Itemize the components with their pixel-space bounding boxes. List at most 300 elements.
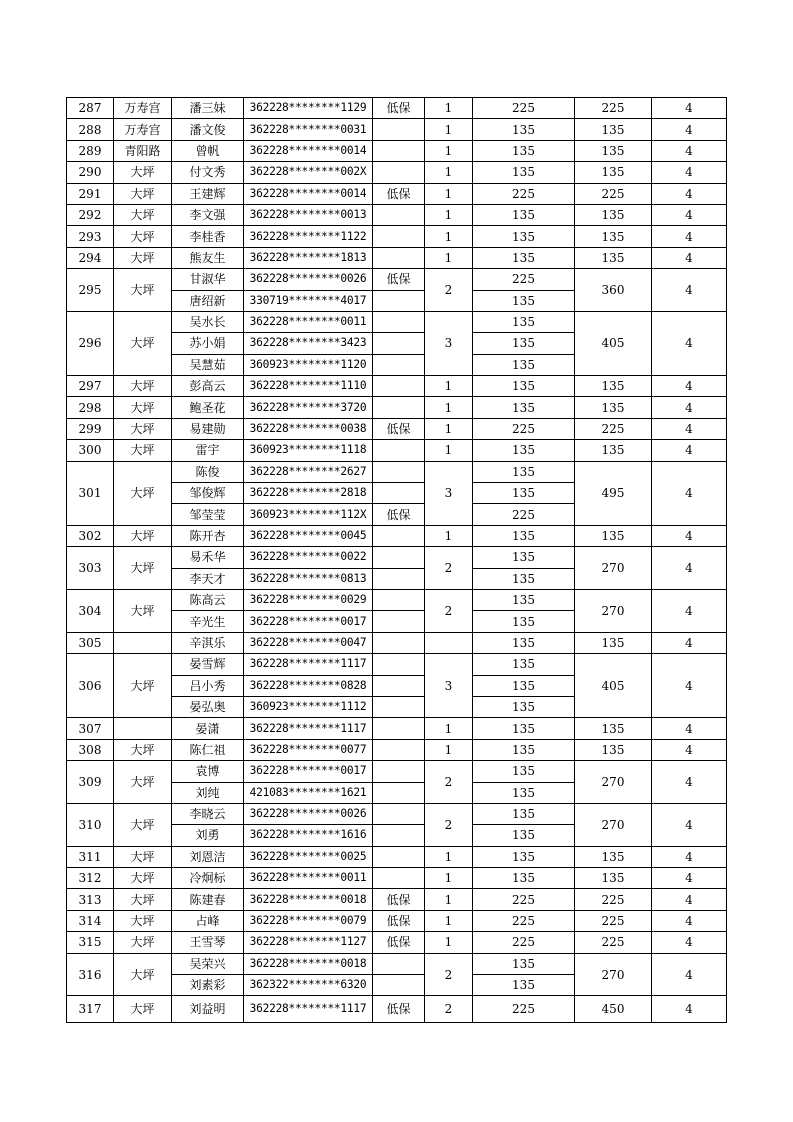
id-number: 421083********1621 [244, 782, 373, 803]
household-total: 405 [575, 654, 652, 718]
table-row [67, 376, 727, 397]
table-row [67, 162, 727, 183]
household-total: 135 [575, 632, 652, 653]
member-name: 李晓云 [172, 803, 244, 824]
table-row [67, 996, 727, 1023]
household-size: 2 [425, 589, 473, 632]
record-number: 311 [67, 846, 114, 867]
record-number: 310 [67, 803, 114, 846]
member-name: 甘淑华 [172, 269, 244, 290]
member-name: 邹俊辉 [172, 483, 244, 504]
community: 大坪 [114, 654, 172, 718]
household-total: 405 [575, 311, 652, 375]
table-row [67, 183, 727, 204]
assistance-type [373, 311, 425, 332]
table-row [67, 846, 727, 867]
months: 4 [652, 226, 727, 247]
community: 大坪 [114, 440, 172, 461]
assistance-type: 低保 [373, 910, 425, 931]
months: 4 [652, 846, 727, 867]
member-name: 李文强 [172, 204, 244, 225]
assistance-type [373, 333, 425, 354]
record-number: 287 [67, 98, 114, 119]
id-number: 362228********1122 [244, 226, 373, 247]
household-total: 270 [575, 547, 652, 590]
member-name: 曾帆 [172, 140, 244, 161]
assistance-type: 低保 [373, 269, 425, 290]
household-size: 1 [425, 98, 473, 119]
member-name: 刘勇 [172, 825, 244, 846]
member-name: 吴荣兴 [172, 953, 244, 974]
assistance-type [373, 782, 425, 803]
months: 4 [652, 311, 727, 375]
id-number: 362228********0022 [244, 547, 373, 568]
community: 大坪 [114, 932, 172, 953]
table-row [67, 739, 727, 760]
member-name: 占峰 [172, 910, 244, 931]
record-number: 302 [67, 525, 114, 546]
assistance-type [373, 803, 425, 824]
member-name: 刘纯 [172, 782, 244, 803]
household-size: 1 [425, 868, 473, 889]
household-total: 450 [575, 996, 652, 1023]
id-number: 362228********0077 [244, 739, 373, 760]
months: 4 [652, 418, 727, 439]
table-row [67, 98, 727, 119]
member-amount: 135 [473, 846, 575, 867]
id-number: 360923********1118 [244, 440, 373, 461]
member-name: 陈高云 [172, 589, 244, 610]
id-number: 362228********3423 [244, 333, 373, 354]
record-number: 315 [67, 932, 114, 953]
assistance-type [373, 547, 425, 568]
member-amount: 135 [473, 461, 575, 482]
member-name: 苏小娟 [172, 333, 244, 354]
months: 4 [652, 247, 727, 268]
table-row [67, 311, 727, 332]
table-row [67, 910, 727, 931]
assistance-type [373, 483, 425, 504]
id-number: 362228********1117 [244, 996, 373, 1023]
record-number: 297 [67, 376, 114, 397]
id-number: 362228********0045 [244, 525, 373, 546]
community: 大坪 [114, 397, 172, 418]
record-number: 307 [67, 718, 114, 739]
household-total: 135 [575, 226, 652, 247]
member-name: 李桂香 [172, 226, 244, 247]
assistance-type [373, 846, 425, 867]
household-total: 270 [575, 761, 652, 804]
id-number: 362228********0079 [244, 910, 373, 931]
assistance-type [373, 290, 425, 311]
community: 大坪 [114, 204, 172, 225]
id-number: 362322********6320 [244, 975, 373, 996]
community: 大坪 [114, 889, 172, 910]
table-row [67, 953, 727, 974]
record-number: 289 [67, 140, 114, 161]
table-row [67, 632, 727, 653]
table-row [67, 932, 727, 953]
id-number: 360923********112X [244, 504, 373, 525]
table-row [67, 247, 727, 268]
months: 4 [652, 162, 727, 183]
community: 大坪 [114, 846, 172, 867]
member-amount: 225 [473, 996, 575, 1023]
member-amount: 135 [473, 718, 575, 739]
member-name: 李天才 [172, 568, 244, 589]
community: 大坪 [114, 269, 172, 312]
id-number: 362228********2627 [244, 461, 373, 482]
household-total: 135 [575, 204, 652, 225]
household-size: 2 [425, 953, 473, 996]
community: 万寿宫 [114, 98, 172, 119]
household-total: 135 [575, 119, 652, 140]
months: 4 [652, 654, 727, 718]
member-amount: 135 [473, 226, 575, 247]
member-amount: 135 [473, 803, 575, 824]
member-name: 易建勋 [172, 418, 244, 439]
household-size: 2 [425, 761, 473, 804]
id-number: 362228********1616 [244, 825, 373, 846]
member-amount: 135 [473, 162, 575, 183]
member-amount: 135 [473, 868, 575, 889]
id-number: 362228********1117 [244, 654, 373, 675]
member-name: 邹莹莹 [172, 504, 244, 525]
table-row [67, 589, 727, 610]
months: 4 [652, 632, 727, 653]
id-number: 362228********1117 [244, 718, 373, 739]
member-amount: 135 [473, 782, 575, 803]
household-total: 270 [575, 589, 652, 632]
id-number: 362228********0828 [244, 675, 373, 696]
member-name: 陈建春 [172, 889, 244, 910]
household-total: 225 [575, 932, 652, 953]
assistance-type [373, 440, 425, 461]
months: 4 [652, 547, 727, 590]
assistance-type: 低保 [373, 889, 425, 910]
household-size: 2 [425, 547, 473, 590]
months: 4 [652, 996, 727, 1023]
household-total: 225 [575, 889, 652, 910]
member-amount: 135 [473, 140, 575, 161]
household-size: 1 [425, 846, 473, 867]
assistance-type: 低保 [373, 418, 425, 439]
member-amount: 225 [473, 932, 575, 953]
table-row [67, 418, 727, 439]
assistance-type: 低保 [373, 504, 425, 525]
community: 大坪 [114, 247, 172, 268]
household-size: 1 [425, 247, 473, 268]
household-total: 135 [575, 247, 652, 268]
member-name: 刘素彩 [172, 975, 244, 996]
table-row [67, 718, 727, 739]
member-amount: 135 [473, 547, 575, 568]
id-number: 362228********0018 [244, 889, 373, 910]
community: 大坪 [114, 996, 172, 1023]
household-size: 1 [425, 376, 473, 397]
table-row [67, 140, 727, 161]
household-size: 3 [425, 654, 473, 718]
household-total: 135 [575, 397, 652, 418]
household-total: 135 [575, 440, 652, 461]
id-number: 362228********0026 [244, 803, 373, 824]
id-number: 362228********1129 [244, 98, 373, 119]
household-total: 225 [575, 98, 652, 119]
assistance-type: 低保 [373, 183, 425, 204]
assistance-type [373, 761, 425, 782]
id-number: 362228********0047 [244, 632, 373, 653]
community: 大坪 [114, 311, 172, 375]
household-size: 2 [425, 803, 473, 846]
record-number: 317 [67, 996, 114, 1023]
member-name: 刘恩洁 [172, 846, 244, 867]
months: 4 [652, 868, 727, 889]
member-amount: 135 [473, 354, 575, 375]
record-number: 313 [67, 889, 114, 910]
member-name: 吴慧茹 [172, 354, 244, 375]
assistance-type: 低保 [373, 98, 425, 119]
record-number: 301 [67, 461, 114, 525]
household-size: 1 [425, 119, 473, 140]
household-total: 135 [575, 868, 652, 889]
member-amount: 135 [473, 525, 575, 546]
months: 4 [652, 440, 727, 461]
community: 青阳路 [114, 140, 172, 161]
household-size: 1 [425, 397, 473, 418]
id-number: 362228********0013 [244, 204, 373, 225]
id-number: 360923********1112 [244, 696, 373, 717]
assistance-type [373, 696, 425, 717]
months: 4 [652, 932, 727, 953]
community: 大坪 [114, 226, 172, 247]
months: 4 [652, 140, 727, 161]
months: 4 [652, 739, 727, 760]
assistance-type [373, 119, 425, 140]
member-name: 吕小秀 [172, 675, 244, 696]
household-total: 135 [575, 846, 652, 867]
member-amount: 225 [473, 183, 575, 204]
household-size: 1 [425, 525, 473, 546]
member-amount: 135 [473, 953, 575, 974]
household-size: 1 [425, 140, 473, 161]
months: 4 [652, 803, 727, 846]
assistance-type [373, 397, 425, 418]
member-name: 辛淇乐 [172, 632, 244, 653]
months: 4 [652, 183, 727, 204]
record-number: 291 [67, 183, 114, 204]
assistance-type [373, 868, 425, 889]
household-size: 1 [425, 440, 473, 461]
household-size [425, 632, 473, 653]
months: 4 [652, 376, 727, 397]
table-body [67, 98, 727, 1023]
assistance-type: 低保 [373, 932, 425, 953]
household-size: 3 [425, 311, 473, 375]
member-name: 辛光生 [172, 611, 244, 632]
assistance-type [373, 632, 425, 653]
household-size: 1 [425, 183, 473, 204]
id-number: 362228********0038 [244, 418, 373, 439]
household-size: 1 [425, 739, 473, 760]
member-name: 熊友生 [172, 247, 244, 268]
id-number: 362228********3720 [244, 397, 373, 418]
id-number: 362228********0029 [244, 589, 373, 610]
assistance-type [373, 525, 425, 546]
id-number: 362228********1813 [244, 247, 373, 268]
member-name: 晏雪辉 [172, 654, 244, 675]
record-number: 293 [67, 226, 114, 247]
id-number: 362228********0014 [244, 183, 373, 204]
member-amount: 225 [473, 98, 575, 119]
member-name: 王建辉 [172, 183, 244, 204]
community: 大坪 [114, 589, 172, 632]
assistance-type [373, 354, 425, 375]
household-total: 135 [575, 140, 652, 161]
household-total: 135 [575, 718, 652, 739]
id-number: 362228********1127 [244, 932, 373, 953]
months: 4 [652, 761, 727, 804]
months: 4 [652, 889, 727, 910]
household-total: 270 [575, 953, 652, 996]
id-number: 362228********0017 [244, 611, 373, 632]
assistance-type [373, 825, 425, 846]
member-amount: 135 [473, 311, 575, 332]
assistance-type [373, 226, 425, 247]
community [114, 718, 172, 739]
member-amount: 135 [473, 376, 575, 397]
household-total: 135 [575, 739, 652, 760]
community: 大坪 [114, 803, 172, 846]
record-number: 292 [67, 204, 114, 225]
id-number: 362228********0031 [244, 119, 373, 140]
record-number: 298 [67, 397, 114, 418]
id-number: 362228********1110 [244, 376, 373, 397]
table-row [67, 547, 727, 568]
assistance-type [373, 589, 425, 610]
table-row [67, 397, 727, 418]
community: 万寿宫 [114, 119, 172, 140]
months: 4 [652, 204, 727, 225]
member-amount: 225 [473, 889, 575, 910]
assistance-type [373, 162, 425, 183]
assistance-type [373, 611, 425, 632]
member-name: 付文秀 [172, 162, 244, 183]
id-number: 360923********1120 [244, 354, 373, 375]
table-row [67, 204, 727, 225]
record-number: 303 [67, 547, 114, 590]
member-name: 易禾华 [172, 547, 244, 568]
household-size: 2 [425, 996, 473, 1023]
record-number: 294 [67, 247, 114, 268]
member-amount: 135 [473, 761, 575, 782]
household-size: 3 [425, 461, 473, 525]
table-row [67, 461, 727, 482]
community: 大坪 [114, 761, 172, 804]
table-row [67, 761, 727, 782]
id-number: 362228********2818 [244, 483, 373, 504]
household-total: 135 [575, 162, 652, 183]
id-number: 362228********002X [244, 162, 373, 183]
community: 大坪 [114, 461, 172, 525]
assistance-type [373, 376, 425, 397]
months: 4 [652, 461, 727, 525]
household-size: 2 [425, 269, 473, 312]
member-name: 潘文俊 [172, 119, 244, 140]
community: 大坪 [114, 953, 172, 996]
member-name: 鲍圣花 [172, 397, 244, 418]
household-total: 495 [575, 461, 652, 525]
assistance-type [373, 654, 425, 675]
household-total: 225 [575, 183, 652, 204]
record-number: 304 [67, 589, 114, 632]
member-name: 冷炯标 [172, 868, 244, 889]
assistance-type [373, 568, 425, 589]
household-total: 225 [575, 418, 652, 439]
months: 4 [652, 98, 727, 119]
member-amount: 135 [473, 632, 575, 653]
member-name: 刘益明 [172, 996, 244, 1023]
member-name: 唐绍新 [172, 290, 244, 311]
member-amount: 135 [473, 654, 575, 675]
id-number: 362228********0813 [244, 568, 373, 589]
household-total: 225 [575, 910, 652, 931]
member-name: 彭高云 [172, 376, 244, 397]
community [114, 632, 172, 653]
assistance-type [373, 739, 425, 760]
community: 大坪 [114, 162, 172, 183]
household-size: 1 [425, 932, 473, 953]
id-number: 362228********0011 [244, 311, 373, 332]
table-row [67, 654, 727, 675]
community: 大坪 [114, 183, 172, 204]
record-number: 306 [67, 654, 114, 718]
member-amount: 135 [473, 825, 575, 846]
assistance-type [373, 975, 425, 996]
months: 4 [652, 269, 727, 312]
member-name: 陈仁祖 [172, 739, 244, 760]
record-number: 312 [67, 868, 114, 889]
household-total: 360 [575, 269, 652, 312]
assistance-type [373, 718, 425, 739]
member-name: 潘三妹 [172, 98, 244, 119]
member-amount: 135 [473, 589, 575, 610]
member-amount: 225 [473, 910, 575, 931]
member-amount: 225 [473, 418, 575, 439]
record-number: 288 [67, 119, 114, 140]
member-amount: 135 [473, 397, 575, 418]
member-name: 雷宇 [172, 440, 244, 461]
table-row [67, 868, 727, 889]
community: 大坪 [114, 910, 172, 931]
record-number: 314 [67, 910, 114, 931]
record-number: 316 [67, 953, 114, 996]
record-number: 296 [67, 311, 114, 375]
assistance-type [373, 247, 425, 268]
months: 4 [652, 397, 727, 418]
member-amount: 135 [473, 290, 575, 311]
table-row [67, 269, 727, 290]
id-number: 362228********0014 [244, 140, 373, 161]
community: 大坪 [114, 376, 172, 397]
record-number: 305 [67, 632, 114, 653]
assistance-type [373, 140, 425, 161]
member-amount: 135 [473, 739, 575, 760]
member-amount: 135 [473, 333, 575, 354]
community: 大坪 [114, 547, 172, 590]
household-total: 135 [575, 525, 652, 546]
member-amount: 135 [473, 119, 575, 140]
months: 4 [652, 910, 727, 931]
